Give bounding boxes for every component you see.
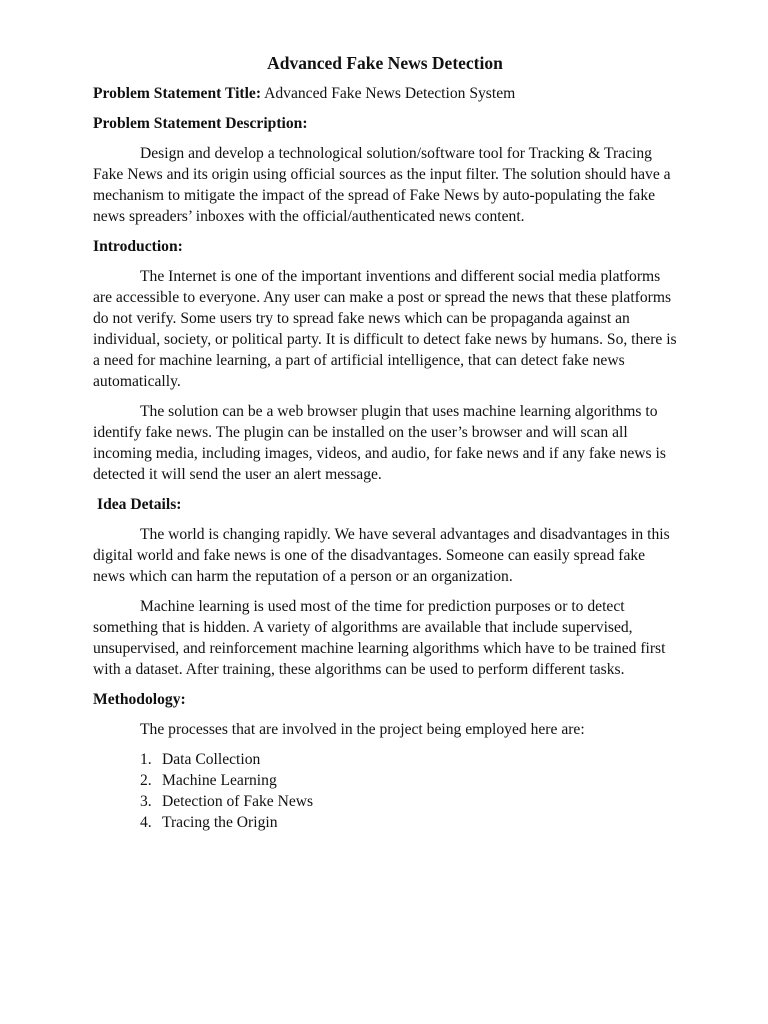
step-text: Detection of Fake News xyxy=(162,793,314,810)
step-number: 4. xyxy=(140,814,152,831)
introduction-paragraph: The solution can be a web browser plugin that uses machine learning algorithms to identify fake news. The plugin can be installed on the user’s browser and will scan all incoming media, including images, videos, and audio, for fake news and if any fake news is detected it will send the user an alert message. xyxy=(93,403,666,483)
problem-description-heading: Problem Statement Description: xyxy=(93,115,308,132)
document-title: Advanced Fake News Detection xyxy=(267,53,503,73)
step-text: Tracing the Origin xyxy=(162,814,278,831)
list-item xyxy=(140,791,677,812)
problem-description-paragraph: Design and develop a technological solution/software tool for Tracking & Tracing Fake News and its origin using official sources as the input filter. The solution should have a mechanism to mitigate the impact of the spread of Fake News by auto-populating the fake news spreaders’ inboxes with the official/authenticated news content. xyxy=(93,145,671,225)
idea-paragraph: The world is changing rapidly. We have several advantages and disadvantages in this digital world and fake news is one of the disadvantages. Someone can easily spread fake news which can harm the reputation of a person or an organization. xyxy=(93,526,670,585)
list-item xyxy=(140,812,677,833)
problem-title-label: Problem Statement Title: xyxy=(93,85,262,102)
document-page xyxy=(93,52,677,833)
step-text: Machine Learning xyxy=(162,772,277,789)
introduction-paragraph: The Internet is one of the important inventions and different social media platforms are accessible to everyone. Any user can make a post or spread the news that these platforms do not verify. Some users try to spread fake news which can be propaganda against an individual, society, or political party. It is difficult to detect fake news by humans. So, there is a need for machine learning, a part of artificial intelligence, that can detect fake news automatically. xyxy=(93,268,677,390)
step-number: 1. xyxy=(140,751,152,768)
step-number: 2. xyxy=(140,772,152,789)
methodology-intro: The processes that are involved in the project being employed here are: xyxy=(140,721,585,738)
step-text: Data Collection xyxy=(162,751,261,768)
methodology-heading: Methodology: xyxy=(93,691,186,708)
list-item xyxy=(140,770,677,791)
idea-details-heading: Idea Details: xyxy=(97,496,182,513)
idea-paragraph: Machine learning is used most of the time for prediction purposes or to detect something that is hidden. A variety of algorithms are available that include supervised, unsupervised, and reinforcement machine learning algorithms which have to be trained first with a dataset. After training, these algorithms can be used to perform different tasks. xyxy=(93,598,666,678)
step-number: 3. xyxy=(140,793,152,810)
problem-title-value: Advanced Fake News Detection System xyxy=(264,85,516,102)
list-item xyxy=(140,749,677,770)
methodology-steps-list xyxy=(93,749,677,833)
introduction-heading: Introduction: xyxy=(93,238,183,255)
problem-statement-title xyxy=(93,83,677,104)
